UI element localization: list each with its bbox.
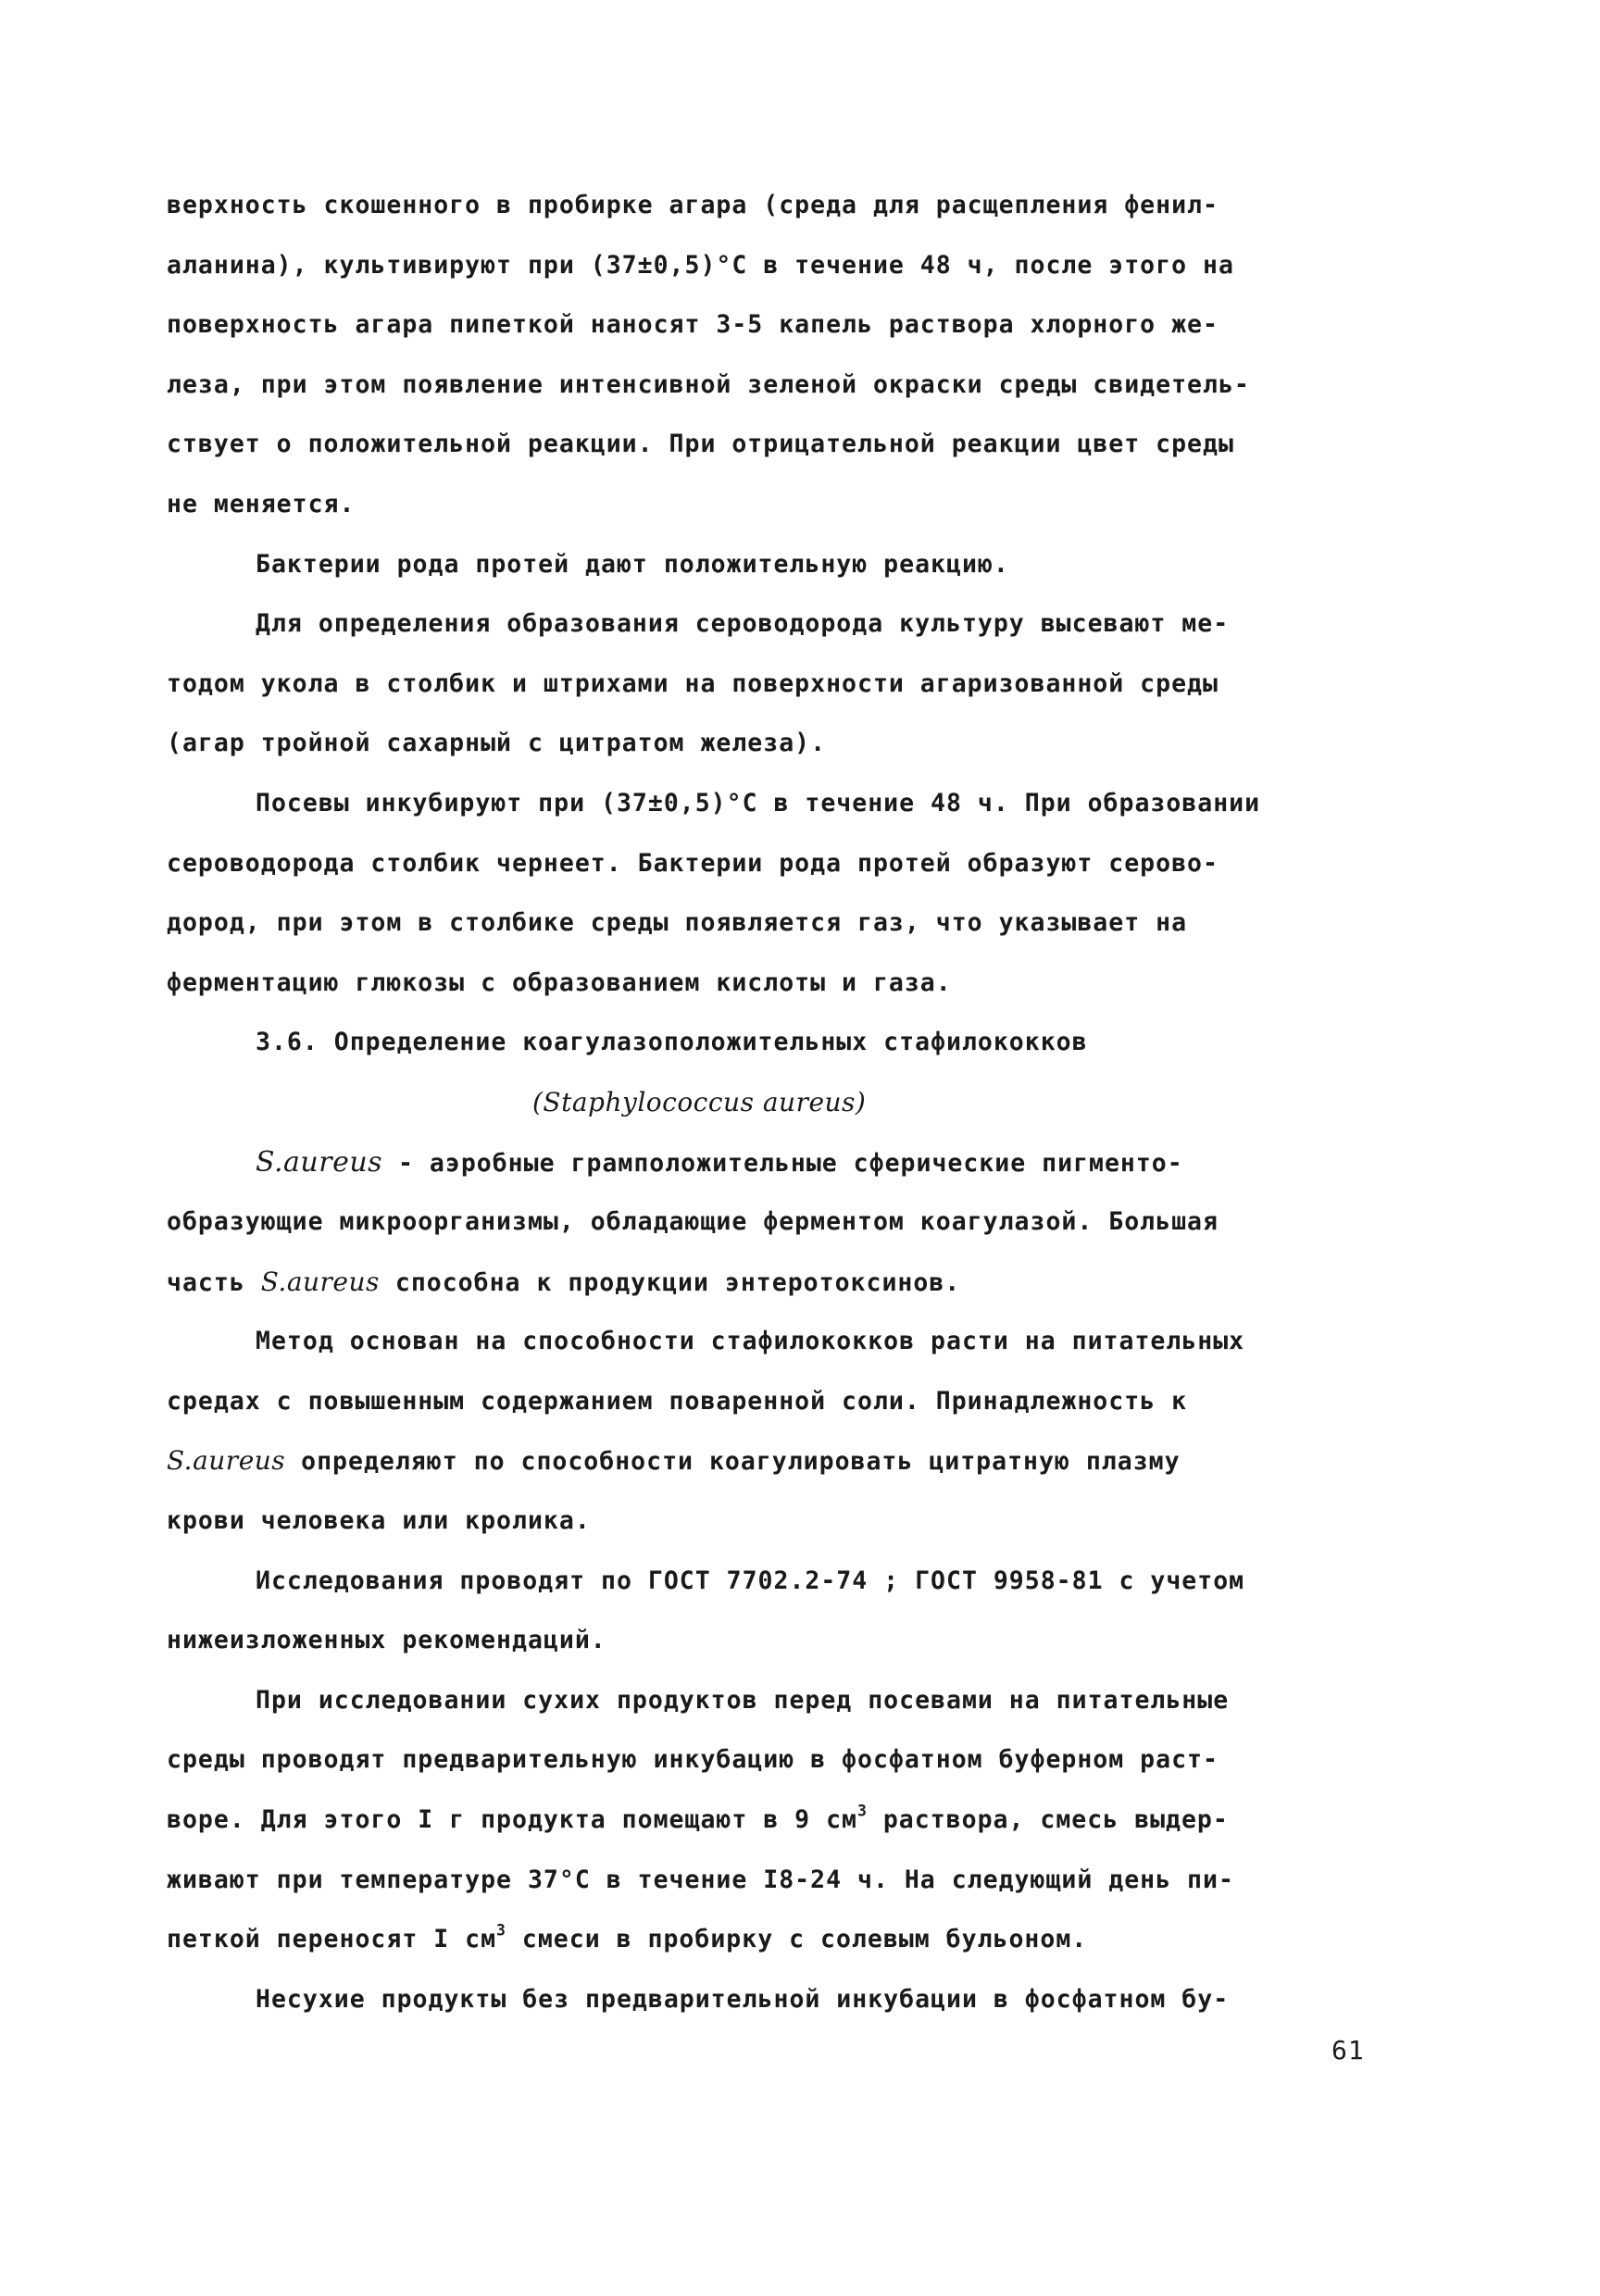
text-run: петкой переносят I см bbox=[167, 1925, 497, 1954]
text-run: определяют по способности коагулировать цитратную плазму bbox=[285, 1447, 1181, 1477]
paragraph-line: Для определения образования сероводорода культуру высевают ме- bbox=[256, 609, 1230, 639]
paragraph-line: Исследования проводят по ГОСТ 7702.2-74 ; ГОСТ 9958-81 с учетом bbox=[256, 1566, 1245, 1595]
paragraph-line: крови человека или кролика. bbox=[167, 1506, 591, 1536]
section-heading: 3.6. Определение коагулазоположительных стафилококков bbox=[256, 1028, 1088, 1057]
text-run: воре. Для этого I г продукта помещают в 9 см bbox=[167, 1805, 857, 1835]
paragraph-line: ствует о положительной реакции. При отрицательной реакции цвет среды bbox=[167, 430, 1234, 459]
paragraph-line: леза, при этом появление интенсивной зеленой окраски среды свидетель- bbox=[167, 369, 1250, 399]
paragraph-line: Бактерии рода протей дают положительную реакцию. bbox=[256, 549, 1009, 579]
paragraph-line: поверхность агара пипеткой наносят 3-5 капель раствора хлорного же- bbox=[167, 310, 1219, 340]
paragraph-line: верхность скошенного в пробирке агара (среда для расщепления фенил- bbox=[167, 191, 1219, 219]
paragraph-line: не меняется. bbox=[167, 489, 356, 518]
paragraph-line: (агар тройной сахарный с цитратом железа). bbox=[167, 729, 827, 758]
paragraph-line bbox=[167, 1431, 1444, 1491]
paragraph-line: Метод основан на способности стафилококков расти на питательных bbox=[256, 1327, 1245, 1356]
paragraph-line: тодом укола в столбик и штрихами на поверхности агаризованной среды bbox=[167, 668, 1219, 698]
paragraph-line: образующие микроорганизмы, обладающие ферментом коагулазой. Большая bbox=[167, 1207, 1219, 1237]
page-number: 61 bbox=[1331, 2035, 1365, 2065]
latin-name: S.aureus bbox=[256, 1145, 383, 1179]
paragraph-line: Посевы инкубируют при (37±0,5)°С в течение 48 ч. При образовании bbox=[256, 788, 1261, 817]
paragraph-line: живают при температуре 37°С в течение I8-24 ч. На следующий день пи- bbox=[167, 1865, 1234, 1894]
latin-name: S.aureus bbox=[260, 1266, 380, 1297]
paragraph-line: аланина), культивируют при (37±0,5)°С в течение 48 ч, после этого на bbox=[167, 250, 1234, 280]
paragraph-line bbox=[167, 1910, 1444, 1970]
paragraph-line: сероводорода столбик чернеет. Бактерии рода протей образуют серово- bbox=[167, 848, 1219, 878]
paragraph-line bbox=[167, 1253, 1444, 1313]
latin-name: S.aureus bbox=[167, 1445, 286, 1477]
text-run: способна к продукции энтеротоксинов. bbox=[379, 1267, 961, 1297]
paragraph-line: дород, при этом в столбике среды появляется газ, что указывает на bbox=[167, 908, 1188, 938]
superscript: 3 bbox=[496, 1921, 506, 1940]
paragraph-line: средах с повышенным содержанием поваренной соли. Принадлежность к bbox=[167, 1386, 1188, 1416]
paragraph-line: Несухие продукты без предварительной инкубации в фосфатном бу- bbox=[256, 1984, 1230, 2014]
paragraph-line: ферментацию глюкозы с образованием кислоты и газа. bbox=[167, 967, 952, 997]
text-run: часть bbox=[167, 1267, 261, 1297]
superscript: 3 bbox=[857, 1802, 868, 1820]
paragraph-line bbox=[167, 1133, 1444, 1193]
text-run: - аэробные грамположительные сферические пигменто- bbox=[382, 1148, 1183, 1178]
text-run: раствора, смесь выдер- bbox=[867, 1805, 1229, 1835]
paragraph-line: При исследовании сухих продуктов перед посевами на питательные bbox=[256, 1685, 1230, 1715]
paragraph-line: нижеизложенных рекомендаций. bbox=[167, 1626, 606, 1655]
text-run: смеси в пробирку с солевым бульоном. bbox=[506, 1925, 1088, 1954]
paragraph-line: среды проводят предварительную инкубацию в фосфатном буферном раст- bbox=[167, 1745, 1219, 1775]
section-heading-latin: (Staphylococcus aureus) bbox=[532, 1086, 867, 1117]
paragraph-line bbox=[167, 1791, 1444, 1851]
body-text bbox=[167, 176, 1444, 2029]
